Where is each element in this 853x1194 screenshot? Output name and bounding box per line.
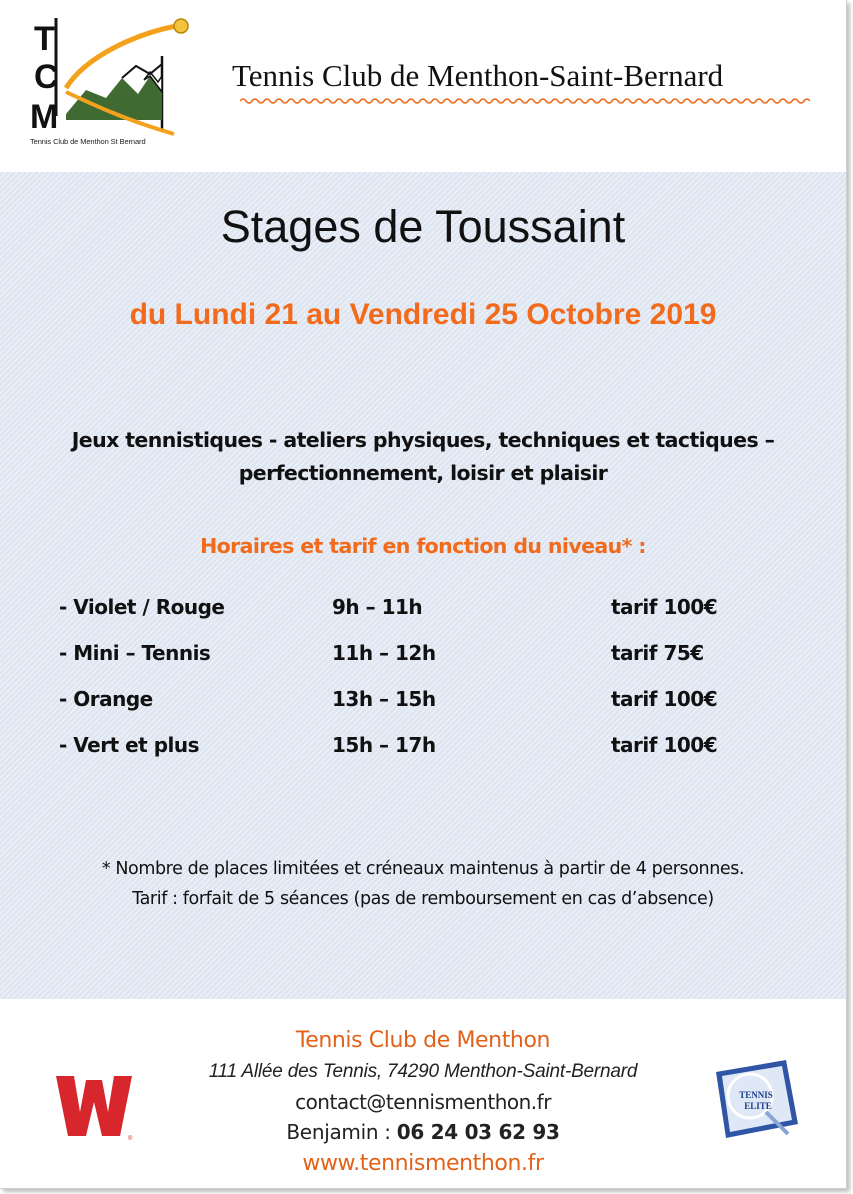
elite-badge-word-1: TENNIS — [739, 1090, 773, 1100]
schedule-hours: 13h – 15h — [332, 687, 436, 711]
page-title: Stages de Toussaint — [220, 201, 626, 252]
decorative-wavy-underline — [240, 96, 810, 106]
footnote-line-2: Tarif : forfait de 5 séances (pas de remboursement en cas d’absence) — [132, 889, 714, 909]
schedule-title: Horaires et tarif en fonction du niveau* : — [200, 534, 646, 558]
wilson-logo — [52, 1072, 136, 1142]
schedule-hours: 9h – 11h — [332, 595, 423, 619]
schedule-row — [0, 595, 846, 625]
schedule-row — [0, 687, 846, 717]
logo-letter-c: C — [34, 58, 59, 96]
description — [0, 424, 846, 490]
schedule-row — [0, 641, 846, 671]
footer-email[interactable]: contact@tennismenthon.fr — [295, 1090, 551, 1114]
club-logo — [26, 16, 196, 154]
schedule-level: - Violet / Rouge — [59, 595, 225, 619]
footer-website[interactable]: www.tennismenthon.fr — [302, 1151, 544, 1176]
logo-caption: Tennis Club de Menthon St Bernard — [30, 137, 146, 146]
footer-phone-number: 06 24 03 62 93 — [396, 1120, 560, 1144]
footer-club-name: Tennis Club de Menthon — [295, 1028, 551, 1053]
schedule-level: - Mini – Tennis — [59, 641, 211, 665]
elite-badge-word-2: ELITE — [744, 1101, 772, 1111]
club-title: Tennis Club de Menthon-Saint-Bernard — [232, 58, 724, 93]
footnote-line-1: * Nombre de places limitées et créneaux maintenus à partir de 4 personnes. — [101, 859, 745, 879]
schedule-price: tarif 100€ — [611, 687, 718, 711]
schedule-hours: 15h – 17h — [332, 733, 436, 757]
footer-phone-label: Benjamin : — [286, 1120, 397, 1144]
schedule-hours: 11h – 12h — [332, 641, 436, 665]
schedule-level: - Vert et plus — [59, 733, 200, 757]
schedule-price: tarif 75€ — [611, 641, 704, 665]
description-line-1: Jeux tennistiques - ateliers physiques, techniques et tactiques – — [71, 428, 775, 452]
tennis-elite-badge — [710, 1058, 802, 1142]
schedule-price: tarif 100€ — [611, 595, 718, 619]
description-line-2: perfectionnement, loisir et plaisir — [238, 461, 608, 485]
schedule-row — [0, 733, 846, 763]
logo-letter-m: M — [30, 98, 59, 136]
schedule-price: tarif 100€ — [611, 733, 718, 757]
footnote — [0, 854, 846, 914]
svg-text:®: ® — [128, 1136, 133, 1142]
stage-dates: du Lundi 21 au Vendredi 25 Octobre 2019 — [129, 298, 717, 331]
footer-address: 111 Allée des Tennis, 74290 Menthon-Saint-Bernard — [208, 1061, 638, 1082]
logo-letter-t: T — [34, 20, 55, 58]
schedule-level: - Orange — [59, 687, 153, 711]
